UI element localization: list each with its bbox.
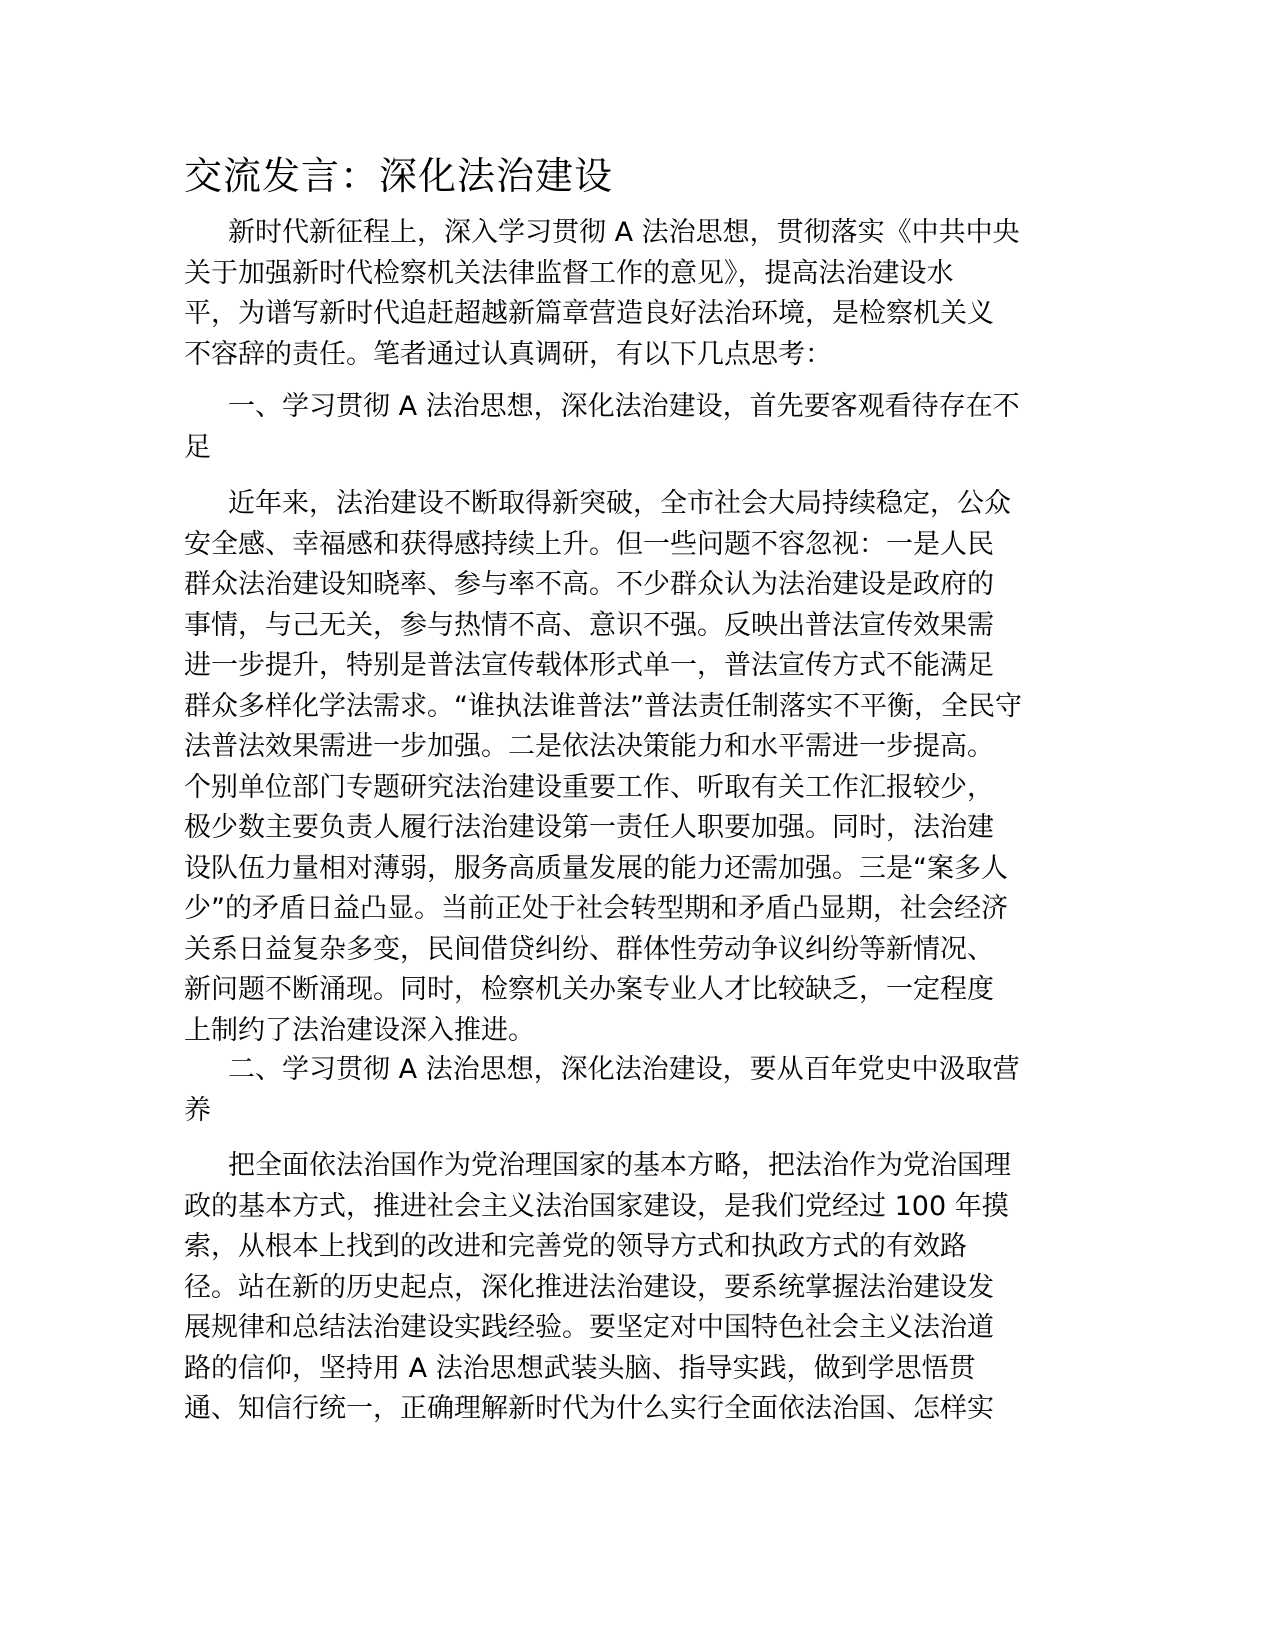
paragraph-line: 养 [184,1094,211,1126]
paragraph-line: 新问题不断涌现。同时，检察机关办案专业人才比较缺乏，一定程度 [184,974,994,1005]
section-2-paragraph [184,1146,1011,1430]
paragraph-line: 群众法治建设知晓率、参与率不高。不少群众认为法治建设是政府的 [184,569,994,600]
paragraph-line: 路的信仰，坚持用 A 法治思想武装头脑、指导实践，做到学思悟贯 [184,1352,976,1384]
paragraph-line: 极少数主要负责人履行法治建设第一责任人职要加强。同时，法治建 [184,812,994,843]
paragraph-line: 新时代新征程上，深入学习贯彻 A 法治思想，贯彻落实《中共中央 [228,217,1020,248]
paragraph-line: 上制约了法治建设深入推进。 [184,1014,535,1046]
paragraph-line: 展规律和总结法治建设实践经验。要坚定对中国特色社会主义法治道 [184,1312,994,1343]
paragraph-line: 安全感、幸福感和获得感持续上升。但一些问题不容忽视：一是人民 [184,528,994,560]
paragraph-line: 关系日益复杂多变，民间借贷纠纷、群体性劳动争议纠纷等新情况、 [184,933,994,965]
paragraph-line: 法普法效果需进一步加强。二是依法决策能力和水平需进一步提高。 [184,731,994,762]
paragraph-line: 关于加强新时代检察机关法律监督工作的意见》，提高法治建设水 [184,257,954,289]
document-title: 交流发言：深化法治建设 [184,154,614,198]
intro-paragraph [184,213,1020,375]
paragraph-line: 二、学习贯彻 A 法治思想，深化法治建设，要从百年党史中汲取营 [228,1054,1020,1085]
paragraph-line: 通、知信行统一，正确理解新时代为什么实行全面依法治国、怎样实 [184,1393,994,1424]
paragraph-line: 一、学习贯彻 A 法治思想，深化法治建设，首先要客观看待存在不 [228,391,1020,422]
paragraph-line: 政的基本方式，推进社会主义法治国家建设，是我们党经过 100 年摸 [184,1190,1009,1222]
paragraph-line: 足 [184,431,211,463]
paragraph-line: 把全面依法治国作为党治理国家的基本方略，把法治作为党治国理 [228,1150,1011,1181]
paragraph-line: 径。站在新的历史起点，深化推进法治建设，要系统掌握法治建设发 [184,1271,994,1303]
paragraph-line: 个别单位部门专题研究法治建设重要工作、听取有关工作汇报较少， [184,771,994,803]
section-heading-1 [184,387,1020,468]
paragraph-line: 不容辞的责任。笔者通过认真调研，有以下几点思考： [184,338,832,370]
paragraph-line: 事情，与己无关，参与热情不高、意识不强。反映出普法宣传效果需 [184,609,994,641]
paragraph-line: 进一步提升，特别是普法宣传载体形式单一，普法宣传方式不能满足 [184,650,994,681]
section-heading-2 [184,1050,1020,1131]
paragraph-line: 少”的矛盾日益凸显。当前正处于社会转型期和矛盾凸显期，社会经济 [184,893,1008,924]
paragraph-line: 索，从根本上找到的改进和完善党的领导方式和执政方式的有效路 [184,1231,967,1262]
paragraph-line: 设队伍力量相对薄弱，服务高质量发展的能力还需加强。三是“案多人 [184,852,1008,884]
paragraph-line: 群众多样化学法需求。“谁执法谁普法”普法责任制落实不平衡，全民守 [184,690,1022,722]
paragraph-line: 平，为谱写新时代追赶超越新篇章营造良好法治环境，是检察机关义 [184,298,994,329]
section-1-paragraph [184,484,1022,1051]
paragraph-line: 近年来，法治建设不断取得新突破，全市社会大局持续稳定，公众 [228,488,1011,519]
